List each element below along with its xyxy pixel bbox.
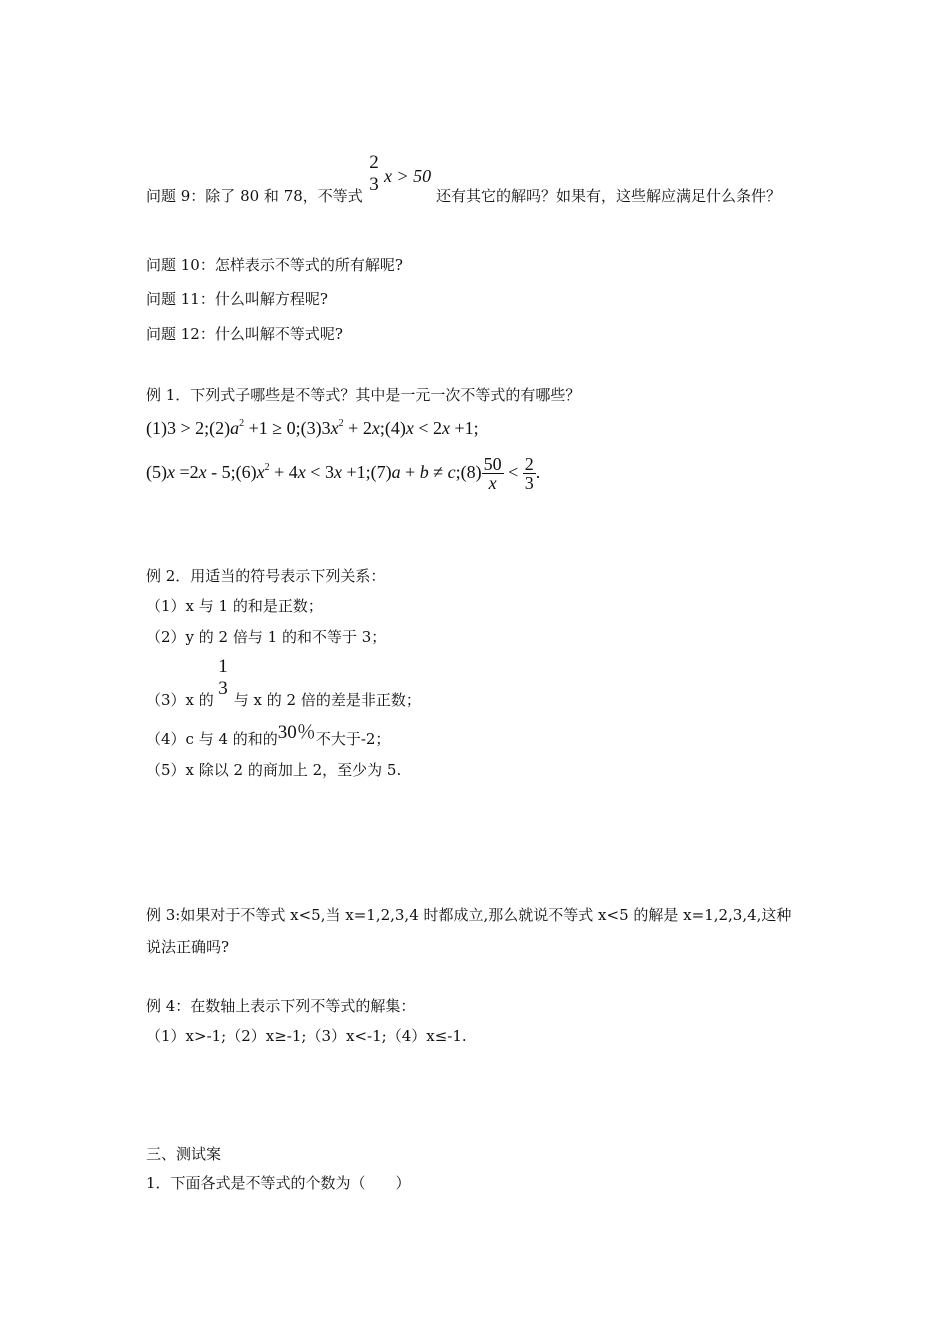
- ex1-fraction-2-over-3: [523, 455, 536, 492]
- ex1-l2-h-var: c: [447, 462, 456, 482]
- ex1-l2-g: +: [400, 462, 420, 482]
- ex1-l1-c-var: x: [371, 418, 380, 438]
- ex1-l2-e-var: x: [333, 462, 342, 482]
- ex1-l1-b: +1 ≥ 0;(3)3: [244, 418, 331, 438]
- ex1-l2-a: (5): [146, 462, 167, 482]
- ex2-item-3: [146, 690, 421, 710]
- ex1-frac2-num: 2: [524, 454, 534, 475]
- ex1-frac1-num: 50: [483, 454, 502, 475]
- ex2-item-1: （1）x 与 1 的和是正数；: [146, 597, 323, 615]
- q9-line: [146, 186, 363, 206]
- ex1-l1-b-var: x: [330, 418, 339, 438]
- ex1-l2-g-var: b: [419, 462, 429, 482]
- ex1-l1-c: + 2: [343, 418, 372, 438]
- q9-before: 问题 9：除了 80 和 78，不等式: [146, 187, 363, 205]
- ex1-l1-e: < 2: [413, 418, 442, 438]
- ex1-l2-k: .: [535, 462, 541, 482]
- ex1-l2-j: <: [503, 462, 523, 482]
- ex2-frac-den: 3: [218, 678, 228, 699]
- q9-fraction: [366, 152, 382, 196]
- ex2-item-4-after: 不大于-2；: [315, 730, 391, 748]
- ex2-frac-num: 1: [218, 656, 228, 677]
- ex1-l2-c-sup: 2: [264, 462, 270, 473]
- ex1-l2-a-var: x: [167, 462, 175, 482]
- ex1-l1-b-sup: 2: [338, 418, 344, 429]
- ex1-l1-d: ;(4): [379, 418, 406, 438]
- ex1-fraction-50-over-x: [482, 455, 504, 492]
- ex1-l1-a: (1)3 > 2;(2): [146, 418, 231, 438]
- ex1-l2-d: + 4: [269, 462, 298, 482]
- ex1-line-2: [146, 449, 540, 495]
- ex2-item-4-before: （4）c 与 4 的和的: [146, 730, 278, 748]
- ex1-l2-h: ≠: [428, 462, 448, 482]
- ex1-frac1-den: x: [488, 473, 497, 494]
- ex1-l2-d-var: x: [297, 462, 306, 482]
- ex1-l1-a-sup: 2: [239, 418, 245, 429]
- section-3-heading: 三、测试案: [146, 1145, 222, 1163]
- ex4-title: 例 4：在数轴上表示下列不等式的解集：: [146, 997, 416, 1015]
- ex1-l2-b-var: x: [198, 462, 207, 482]
- q11-line: 问题 11：什么叫解方程呢?: [146, 290, 328, 308]
- q12-line: 问题 12：什么叫解不等式呢?: [146, 325, 343, 343]
- ex4-items: （1）x>-1;（2）x≥-1;（3）x<-1;（4）x≤-1.: [146, 1027, 467, 1045]
- ex1-l1-e-var: x: [441, 418, 450, 438]
- ex3-line-1: 例 3:如果对于不等式 x<5,当 x=1,2,3,4 时都成立,那么就说不等式 x<5 的解是 x=1,2,3,4,这种: [146, 906, 792, 924]
- ex2-item-3-before: （3）x 的: [146, 691, 214, 709]
- q9-expression: [384, 166, 431, 186]
- ex1-l2-i: ;(8): [455, 462, 482, 482]
- ex1-l1-f: +1;: [449, 418, 479, 438]
- ex1-l2-f-var: a: [391, 462, 401, 482]
- ex2-item-3-after: 与 x 的 2 倍的差是非正数；: [233, 691, 421, 709]
- ex1-l1-a-var: a: [230, 418, 240, 438]
- q9-line-after: [436, 186, 781, 206]
- q10-line: 问题 10：怎样表示不等式的所有解呢?: [146, 256, 403, 274]
- test-question-1: 1．下面各式是不等式的个数为（ ）: [146, 1174, 411, 1192]
- ex1-l2-e: < 3: [305, 462, 334, 482]
- ex3-line-2: 说法正确吗?: [146, 938, 230, 956]
- ex1-l2-c-var: x: [256, 462, 265, 482]
- ex1-l2-c: - 5;(6): [206, 462, 257, 482]
- ex2-title: 例 2．用适当的符号表示下列关系：: [146, 567, 386, 585]
- ex2-item-4: [146, 722, 391, 749]
- ex1-frac2-den: 3: [524, 473, 534, 494]
- ex2-item-5: （5）x 除以 2 的商加上 2，至少为 5.: [146, 761, 402, 779]
- ex1-line-1: [146, 418, 479, 438]
- ex2-item-4-percent: 30％: [277, 722, 316, 743]
- q9-expr-text: x > 50: [384, 166, 432, 186]
- q9-fraction-denominator: 3: [369, 174, 379, 195]
- ex1-l2-f: +1;(7): [341, 462, 392, 482]
- ex2-item-2: （2）y 的 2 倍与 1 的和不等于 3；: [146, 628, 387, 646]
- q9-fraction-numerator: 2: [369, 152, 379, 173]
- ex1-l1-d-var: x: [405, 418, 414, 438]
- ex1-title: 例 1．下列式子哪些是不等式？其中是一元一次不等式的有哪些？: [146, 386, 581, 404]
- q9-after: 还有其它的解吗？如果有，这些解应满足什么条件？: [436, 187, 782, 205]
- ex1-l2-b: =2: [175, 462, 199, 482]
